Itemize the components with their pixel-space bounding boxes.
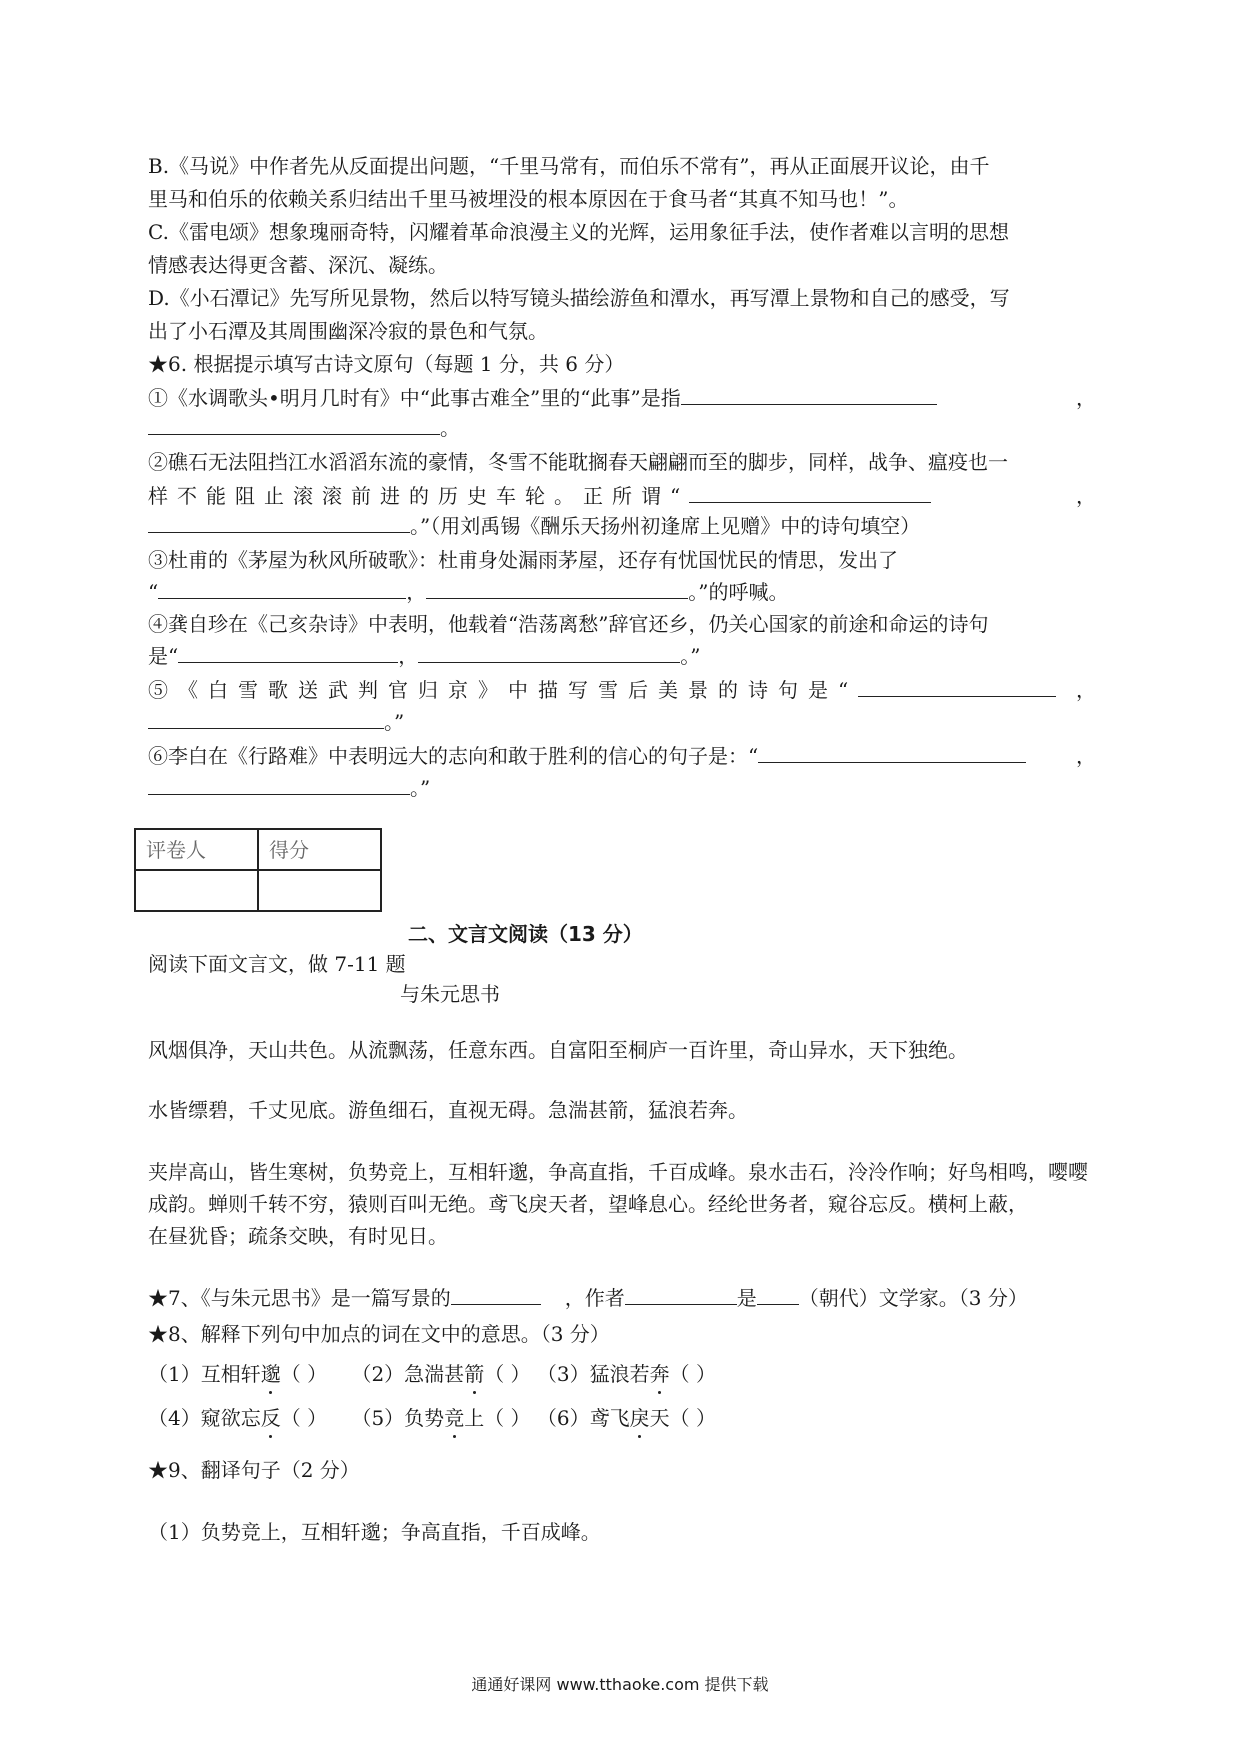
q8-item-2-answer[interactable]: （ ） <box>484 1362 531 1386</box>
q6-item-3-end: 。”的呼喊。 <box>688 580 789 604</box>
essay-paragraph-2: 水皆缥碧，千丈见底。游鱼细石，直视无碍。急湍甚箭，猛浪若奔。 <box>148 1098 748 1122</box>
q6-item-3-line-2 <box>148 578 1096 606</box>
option-b-line-2: 里马和伯乐的依赖关系归结出千里马被埋没的根本原因在于食马者“其真不知马也！”。 <box>148 187 909 211</box>
option-c-line-1: C.《雷电颂》想象瑰丽奇特，闪耀着革命浪漫主义的光辉，运用象征手法，使作者难以言明的思想 <box>148 220 1009 244</box>
q6-item-2-line-2 <box>148 482 1096 510</box>
option-c-line-2: 情感表达得更含蓄、深沉、凝练。 <box>148 253 448 277</box>
q6-item-6-blank-1[interactable] <box>758 742 1026 763</box>
q7-text-b: ，作者 <box>564 1286 625 1310</box>
q6-item-4-blank-1[interactable] <box>178 642 398 663</box>
q7 <box>148 1284 1096 1312</box>
open-quote: 是“ <box>148 644 179 668</box>
section-title: 二、文言文阅读（13 分） <box>408 922 643 946</box>
q8-item-1-dotted-word: 邈 <box>260 1362 281 1386</box>
q6-item-6-end: 。” <box>410 776 431 800</box>
essay-paragraph-3-line-3: 在昼犹昏；疏条交映，有时见日。 <box>148 1224 448 1248</box>
q8-item-3-answer[interactable]: （ ） <box>669 1362 716 1386</box>
q6-item-1-cont <box>148 414 1096 442</box>
q6-item-1-blank-2[interactable] <box>148 414 440 435</box>
essay-paragraph-3-line-1: 夹岸高山，皆生寒树，负势竞上，互相轩邈，争高直指，千百成峰。泉水击石，泠泠作响；好鸟相鸣，嘤嘤 <box>148 1160 1088 1184</box>
score-table-header-grader: 评卷人 <box>135 829 258 870</box>
q6-title: ★6. 根据提示填写古诗文原句（每题 1 分，共 6 分） <box>148 352 625 376</box>
q6-item-5-text: ⑤《白雪歌送武判官归京》中描写雪后美景的诗句是“ <box>148 678 859 702</box>
q8-item-5-answer[interactable]: 上（ ） <box>464 1406 531 1430</box>
comma: ， <box>1076 744 1096 768</box>
q8-item-1 <box>148 1362 327 1386</box>
q8-item-3-dotted-word: 奔 <box>649 1362 670 1386</box>
q8-item-4 <box>148 1406 327 1430</box>
score-table-header-score: 得分 <box>258 829 381 870</box>
q6-item-6-text: ⑥李白在《行路难》中表明远大的志向和敢于胜利的信心的句子是：“ <box>148 744 759 768</box>
q8-item-4-dotted-word: 反 <box>260 1406 281 1430</box>
q7-text-c: 是 <box>736 1286 757 1310</box>
score-table-score-cell[interactable] <box>258 870 381 911</box>
q6-item-2-blank-2[interactable] <box>148 512 410 533</box>
q6-item-1 <box>148 384 1096 412</box>
q6-item-2-blank-1[interactable] <box>689 482 931 503</box>
q8-item-5-dotted-word: 竞 <box>444 1406 465 1430</box>
q8-item-6-answer[interactable]: 天（ ） <box>649 1406 716 1430</box>
q6-item-3-blank-1[interactable] <box>158 578 406 599</box>
comma: ， <box>398 644 419 668</box>
q6-item-5-end: 。” <box>384 710 405 734</box>
q8-item-2-dotted-word: 箭 <box>464 1362 485 1386</box>
option-d-line-2: 出了小石潭及其周围幽深冷寂的景色和气氛。 <box>148 319 548 343</box>
q6-item-2-text: 样不能阻止滚滚前进的历史车轮。正所谓“ <box>148 484 690 508</box>
q6-item-5-line-1 <box>148 676 1096 704</box>
q8-item-2-text: （2）急湍甚 <box>351 1362 465 1386</box>
q7-blank-dynasty[interactable] <box>757 1284 799 1305</box>
q6-item-3-line-1: ③杜甫的《茅屋为秋风所破歌》：杜甫身处漏雨茅屋，还存有忧国忧民的情思，发出了 <box>148 548 898 572</box>
essay-title: 与朱元思书 <box>400 982 500 1006</box>
q8-row-1 <box>148 1360 1096 1388</box>
q8-item-4-text: （4）窥欲忘 <box>148 1406 261 1430</box>
q6-item-1-text: ①《水调歌头•明月几时有》中“此事古难全”里的“此事”是指 <box>148 386 681 410</box>
q8-item-1-answer[interactable]: （ ） <box>280 1362 328 1386</box>
q8-row-2 <box>148 1404 1096 1432</box>
q8-title: ★8、解释下列句中加点的词在文中的意思。（3 分） <box>148 1322 610 1346</box>
q8-item-4-answer[interactable]: （ ） <box>280 1406 328 1430</box>
q6-item-4-line-2 <box>148 642 1096 670</box>
q6-item-5-blank-2[interactable] <box>148 708 384 729</box>
score-table-grader-cell[interactable] <box>135 870 258 911</box>
score-table <box>134 828 382 912</box>
option-b-line-1: B.《马说》中作者先从反面提出问题，“千里马常有，而伯乐不常有”，再从正面展开议论，由千 <box>148 154 990 178</box>
section-intro: 阅读下面文言文，做 7-11 题 <box>148 952 406 976</box>
q8-item-1-text: （1）互相轩 <box>148 1362 261 1386</box>
q6-item-6-blank-2[interactable] <box>148 774 410 795</box>
q6-item-4-line-1: ④龚自珍在《己亥杂诗》中表明，他载着“浩荡离愁”辞官还乡，仍关心国家的前途和命运的诗句 <box>148 612 989 636</box>
q6-item-3-blank-2[interactable] <box>426 578 688 599</box>
open-quote: “ <box>148 580 159 604</box>
q6-item-2-line-1: ②礁石无法阻挡江水滔滔东流的豪情，冬雪不能耽搁春天翩翩而至的脚步，同样，战争、瘟疫也一 <box>148 450 1008 474</box>
q7-text-d: （朝代）文学家。（3 分） <box>798 1286 1028 1310</box>
q8-item-3-text: （3）猛浪若 <box>536 1362 650 1386</box>
comma: ， <box>1076 484 1096 508</box>
q6-item-6-line-2 <box>148 774 1096 802</box>
q7-blank-author[interactable] <box>625 1284 737 1305</box>
q6-item-4-blank-2[interactable] <box>418 642 680 663</box>
comma: ， <box>1076 386 1096 410</box>
q9-title: ★9、翻译句子（2 分） <box>148 1458 360 1482</box>
q8-item-5 <box>351 1406 530 1430</box>
comma: ， <box>1076 678 1096 702</box>
comma: ， <box>406 580 427 604</box>
q8-item-2 <box>351 1362 530 1386</box>
q8-item-3 <box>537 1362 716 1386</box>
q8-item-6 <box>537 1406 716 1430</box>
q8-item-5-text: （5）负势 <box>351 1406 445 1430</box>
page-footer: 通通好课网 www.tthaoke.com 提供下载 <box>471 1675 769 1694</box>
q7-text-a: ★7、《与朱元思书》是一篇写景的 <box>148 1286 451 1310</box>
period: 。 <box>440 416 460 440</box>
option-d-line-1: D.《小石潭记》先写所见景物，然后以特写镜头描绘游鱼和潭水，再写潭上景物和自己的感受，写 <box>148 286 1010 310</box>
q6-item-5-line-2 <box>148 708 1096 736</box>
q6-item-1-blank-1[interactable] <box>681 384 937 405</box>
q7-blank-genre[interactable] <box>451 1284 541 1305</box>
q6-item-2-line-3 <box>148 512 1096 540</box>
q6-item-2-note: 。”（用刘禹锡《酬乐天扬州初逢席上见赠》中的诗句填空） <box>410 514 921 538</box>
q8-item-6-text: （6）鸢飞 <box>536 1406 630 1430</box>
q9-item-1: （1）负势竞上，互相轩邈；争高直指，千百成峰。 <box>148 1520 601 1544</box>
q8-item-6-dotted-word: 戾 <box>629 1406 650 1430</box>
essay-paragraph-3-line-2: 成韵。蝉则千转不穷，猿则百叫无绝。鸢飞戾天者，望峰息心。经纶世务者，窥谷忘反。横柯上蔽， <box>148 1192 1028 1216</box>
q6-item-5-blank-1[interactable] <box>858 676 1056 697</box>
essay-paragraph-1: 风烟俱净，天山共色。从流飘荡，任意东西。自富阳至桐庐一百许里，奇山异水，天下独绝。 <box>148 1038 968 1062</box>
q6-item-6-line-1 <box>148 742 1096 770</box>
q6-item-4-end: 。” <box>680 644 701 668</box>
